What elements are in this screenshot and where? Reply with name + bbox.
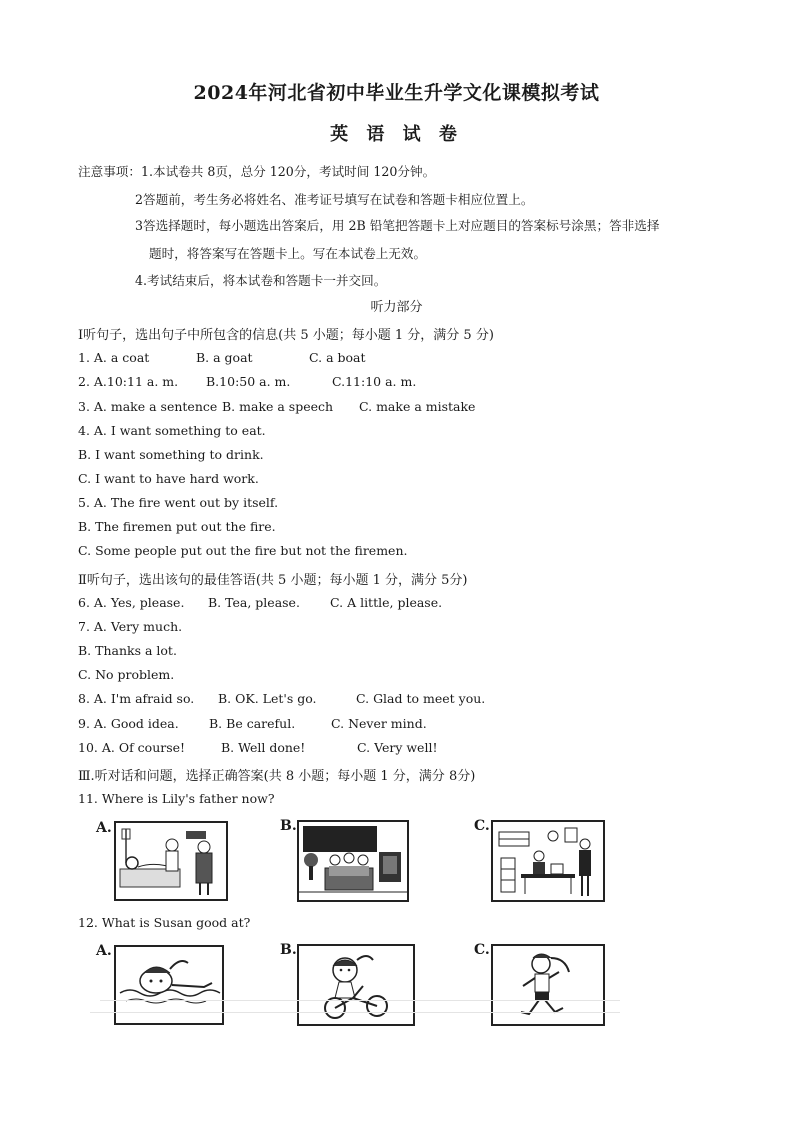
q4-option-a: 4. A. I want something to eat. bbox=[78, 423, 266, 438]
living-room-scene-icon bbox=[299, 822, 407, 900]
q3-option-b: B. make a speech bbox=[222, 399, 334, 414]
q2-option-c: C.11:10 a. m. bbox=[332, 374, 417, 389]
q11-question: 11. Where is Lily's father now? bbox=[78, 791, 275, 806]
q2-option-b: B.10:50 a. m. bbox=[206, 374, 291, 389]
notes-line-1 bbox=[78, 161, 435, 180]
q10-option-c: C. Very well! bbox=[357, 740, 438, 755]
q12-picture-a-swimming bbox=[114, 945, 224, 1025]
q8-option-a: 8. A. I'm afraid so. bbox=[78, 691, 195, 706]
q10-option-b: B. Well done! bbox=[221, 740, 306, 755]
section1-heading: Ⅰ听句子，选出句子中所包含的信息(共 5 小题；每小题 1 分，满分 5 分) bbox=[78, 328, 494, 343]
exam-title: 2024年河北省初中毕业生升学文化课模拟考试 bbox=[193, 82, 600, 104]
notes-label: 注意事项： bbox=[78, 164, 141, 179]
note-2: 2答题前，考生务必将姓名、准考证号填写在试卷和答题卡相应位置上。 bbox=[135, 192, 534, 207]
q4-option-c: C. I want to have hard work. bbox=[78, 471, 259, 486]
office-scene-icon bbox=[493, 822, 603, 900]
q12-label-b: B. bbox=[280, 942, 297, 958]
note-3b: 题时，将答案写在答题卡上。写在本试卷上无效。 bbox=[149, 246, 427, 261]
q12-label-c: C. bbox=[474, 942, 490, 958]
q9-option-a: 9. A. Good idea. bbox=[78, 716, 179, 731]
q1-option-a: 1. A. a coat bbox=[78, 350, 150, 365]
q2-option-a: 2. A.10:11 a. m. bbox=[78, 374, 179, 389]
q7-option-b: B. Thanks a lot. bbox=[78, 643, 177, 658]
q1-option-c: C. a boat bbox=[309, 350, 366, 365]
q11-label-c: C. bbox=[474, 818, 490, 834]
q4-option-b: B. I want something to drink. bbox=[78, 447, 264, 462]
section2-heading: Ⅱ听句子，选出该句的最佳答语(共 5 小题；每小题 1 分，满分 5分) bbox=[78, 573, 468, 588]
q7-option-a: 7. A. Very much. bbox=[78, 619, 183, 634]
q5-option-b: B. The firemen put out the fire. bbox=[78, 519, 276, 534]
q7-option-c: C. No problem. bbox=[78, 667, 175, 682]
q5-option-a: 5. A. The fire went out by itself. bbox=[78, 495, 279, 510]
section3-heading: Ⅲ.听对话和问题，选择正确答案(共 8 小题；每小题 1 分，满分 8分) bbox=[78, 769, 476, 784]
q10-option-a: 10. A. Of course! bbox=[78, 740, 186, 755]
hospital-scene-icon bbox=[116, 823, 226, 899]
note-4: 4.考试结束后，将本试卷和答题卡一并交回。 bbox=[135, 273, 387, 288]
q6-option-c: C. A little, please. bbox=[330, 595, 443, 610]
q6-option-b: B. Tea, please. bbox=[208, 595, 300, 610]
q5-option-c: C. Some people put out the fire but not the firemen. bbox=[78, 543, 408, 558]
note-1: 1.本试卷共 8页，总分 120分，考试时间 120分钟。 bbox=[140, 164, 436, 179]
q3-option-c: C. make a mistake bbox=[359, 399, 476, 414]
q9-option-c: C. Never mind. bbox=[331, 716, 427, 731]
q9-option-b: B. Be careful. bbox=[209, 716, 296, 731]
q11-label-b: B. bbox=[280, 818, 297, 834]
note-3a: 3答选择题时，每小题选出答案后，用 2B 铅笔把答题卡上对应题目的答案标号涂黑；答非选择 bbox=[135, 218, 660, 233]
q6-option-a: 6. A. Yes, please. bbox=[78, 595, 185, 610]
q11-picture-b-living-room bbox=[297, 820, 409, 902]
q8-option-b: B. OK. Let's go. bbox=[218, 691, 317, 706]
scan-noise-line bbox=[100, 1000, 620, 1001]
q8-option-c: C. Glad to meet you. bbox=[356, 691, 486, 706]
exam-subtitle: 英 语 试 卷 bbox=[330, 124, 463, 145]
q11-picture-c-office bbox=[491, 820, 605, 902]
part-title: 听力部分 bbox=[370, 300, 423, 315]
q12-label-a: A. bbox=[96, 943, 112, 959]
q3-option-a: 3. A. make a sentence bbox=[78, 399, 218, 414]
q1-option-b: B. a goat bbox=[196, 350, 253, 365]
q11-picture-a-hospital bbox=[114, 821, 228, 901]
q12-question: 12. What is Susan good at? bbox=[78, 915, 251, 930]
q12-picture-b-cycling bbox=[297, 944, 415, 1026]
q12-picture-c-running bbox=[491, 944, 605, 1026]
scan-noise-line bbox=[90, 1012, 620, 1013]
q11-label-a: A. bbox=[96, 820, 112, 836]
